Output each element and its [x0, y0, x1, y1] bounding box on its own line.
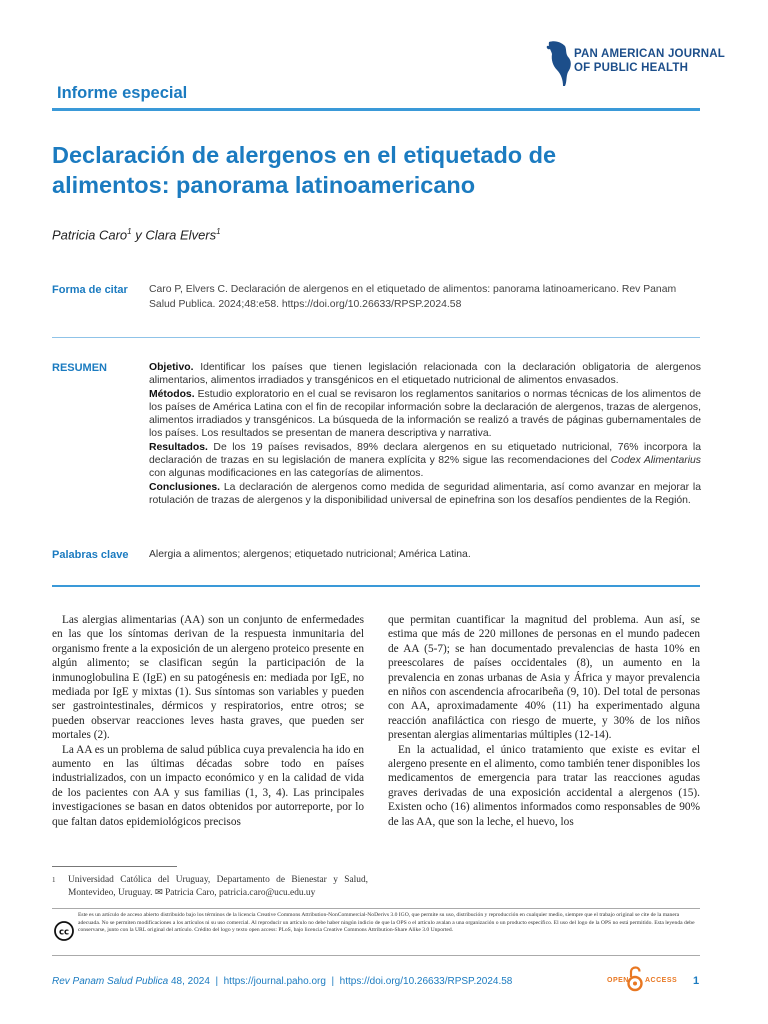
body-paragraph: Las alergias alimentarias (AA) son un conjunto de enfermedades en las que los síntomas derivan de la respuesta inmunitaria del organismo frente a la exposición de un alergeno proteico presente en algún alimento; se clasifican según la participación de la inmunoglobulina E (IgE) en su patogénesis en: mediada por IgE, no mediada por IgE y mixtas (1). Sus síntomas son variables y pueden ser gastrointestinales, dérmicos y respiratorios, entre otros; se pueden observar reacciones leves hasta graves, que pueden ser mortales (2).	[52, 614, 364, 742]
body-column-left	[52, 613, 364, 829]
footer-journal-url[interactable]: https://journal.paho.org	[223, 976, 326, 987]
abstract	[149, 361, 701, 507]
license-text: Este es un artículo de acceso abierto distribuido bajo los términos de la licencia Creative Commons Attribution-NonCommercial-NoDerivs 3.0 IGO, que permite su uso, distribución y reproducción en cualquier medio, siempre que el trabajo original se cite de la manera adecuada. No se permiten modificaciones a los artículos ni su uso comercial. Al reproducir un artículo no debe haber ningún indicio de que la OPS o el artículo avalan a una organización o un producto específico. El uso del logo de la OPS no está permitido. Esta leyenda debe conservarse, junto con la URL original del artículo. Crédito del logo y texto open access: PLoS, bajo licencia Creative Commons Attribution-Share Alike 3.0 Unported.	[78, 912, 695, 934]
affiliation-mark-2: 1	[216, 227, 221, 236]
footnote-mark: 1	[52, 876, 56, 884]
open-access-label-open: OPEN	[607, 977, 629, 984]
footer-issue: 48, 2024	[168, 976, 210, 987]
resultados-codex: Codex Alimentarius	[610, 455, 701, 467]
author-2: Clara Elvers	[145, 227, 217, 243]
abstract-objetivo	[149, 361, 701, 388]
journal-name	[574, 47, 725, 75]
body-paragraph: En la actualidad, el único tratamiento que existe es evitar el alergeno presente en el alimento, como también tener disponibles los medicamentos de emergencia para tratar las reacciones agudas graves derivadas de una exposición accidental a alergenos (15). Existen ocho (16) alimentos informados como responsables de 90% de las AA, que son la leche, el huevo, los	[388, 743, 700, 828]
affiliation-footnote	[52, 874, 368, 899]
body-column-right	[388, 613, 700, 829]
resultados-text-a: De los 19 países revisados, 89% declara alergenos en su etiquetado nutricional, 76% incorpora la declaración de trazas en su legislación de manera explícita y 82% sigue las recomendaciones del	[149, 441, 701, 467]
page-footer	[52, 976, 512, 987]
cite-label: Forma de citar	[52, 284, 128, 296]
abstract-resultados	[149, 441, 701, 481]
footer-doi-link[interactable]: https://doi.org/10.26633/RPSP.2024.58	[339, 976, 513, 987]
footer-separator: |	[209, 976, 224, 987]
section-label: Informe especial	[57, 84, 188, 102]
divider	[52, 337, 700, 338]
resultados-heading: Resultados.	[149, 441, 208, 453]
conclusiones-text: La declaración de alergenos como medida de seguridad alimentaria, así como avanzar en mejorar la rotulación de trazas de alergenos y la disponibilidad universal de epinefrina son los desafíos pendientes de la Región.	[149, 481, 701, 506]
authors	[52, 227, 221, 242]
journal-name-line2: OF PUBLIC HEALTH	[574, 62, 689, 74]
body-paragraph: que permitan cuantificar la magnitud del problema. Aun así, se estima que más de 220 millones de personas en el mundo padecen de AA (5-7); se han documentado prevalencias de hasta 10% en preescolares de países occidentales (8), un aumento en la prevalencia en zonas urbanas de Asia y África y mayor prevalencia en niños con ascendencia afrocaribeña (9, 10). Del total de personas con AA, aproximadamente 40% (11) ha experimentado alguna reacción anafiláctica con riesgo de muerte, y 30% de los niños presentan alergias alimentarias múltiples (12-14).	[388, 614, 700, 742]
resultados-text-b: con algunas modificaciones en las categorías de alimentos.	[149, 468, 424, 480]
abstract-bottom-rule	[52, 585, 700, 587]
article-title: Declaración de alergenos en el etiquetado de alimentos: panorama latinoamericano	[52, 142, 557, 198]
objetivo-heading: Objetivo.	[149, 362, 194, 373]
footer-separator: |	[325, 976, 340, 987]
cite-text: Caro P, Elvers C. Declaración de alergenos en el etiquetado de alimentos: panorama latinoamericano. Rev Panam Salud Publica. 2024;48:e58. https://doi.org/10.26633/RPSP.2024.58	[149, 284, 677, 310]
objetivo-text: Identificar los países que tienen legislación relacionada con la declaración obligatoria de alergenos alimentarios, alimentos irradiados y transgénicos en el etiquetado nutricional de alimentos envasados.	[149, 362, 701, 387]
keywords-text: Alergia a alimentos; alergenos; etiquetado nutricional; América Latina.	[149, 549, 471, 560]
author-separator: y	[131, 227, 146, 243]
svg-text:cc: cc	[58, 927, 70, 938]
author-1: Patricia Caro	[52, 227, 128, 243]
journal-name-line1: PAN AMERICAN JOURNAL	[574, 48, 725, 60]
open-access-icon	[626, 966, 644, 992]
footnote-rule	[52, 866, 177, 867]
abstract-conclusiones	[149, 481, 701, 508]
footnote-text: Universidad Católica del Uruguay, Departamento de Bienestar y Salud, Montevideo, Uruguay. ✉ Patricia Caro, patricia.caro@ucu.edu.uy	[68, 875, 368, 898]
page-number: 1	[693, 975, 700, 987]
metodos-heading: Métodos.	[149, 388, 195, 400]
footer-journal: Rev Panam Salud Publica	[52, 976, 169, 987]
keywords-label: Palabras clave	[52, 549, 129, 561]
abstract-metodos	[149, 388, 701, 441]
conclusiones-heading: Conclusiones.	[149, 481, 221, 493]
open-access-label-access: ACCESS	[645, 977, 678, 984]
abstract-label: RESUMEN	[52, 362, 108, 374]
header-rule	[52, 108, 700, 111]
affiliation-mark-1: 1	[127, 227, 132, 236]
cc-icon	[54, 921, 74, 941]
metodos-text: Estudio exploratorio en el cual se revisaron los reglamentos sanitarios o normas técnicas de los alimentos de los países de América Latina con el fin de recopilar información sobre la declaración de alergenos, trazas de alergenos, alimentos irradiados y transgénicos. La búsqueda de la información se realizó a través de páginas gubernamentales de los países. Los resultados se presentan de manera descriptiva y narrativa.	[149, 388, 701, 440]
body-paragraph: La AA es un problema de salud pública cuya prevalencia ha ido en aumento en las últimas décadas sobre todo en países industrializados, con un impacto económico y en la calidad de vida de los pacientes con AA y sus familias (1, 3, 4). Las principales investigaciones se basan en datos obtenidos por autorreporte, por lo que faltan datos epidemiológicos precisos	[52, 743, 364, 828]
